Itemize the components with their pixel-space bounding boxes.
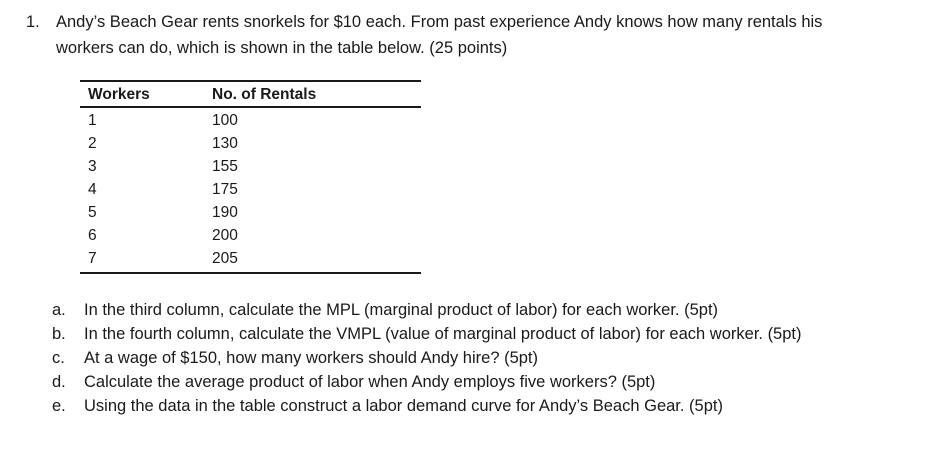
table-bottom-rule (80, 272, 421, 274)
table-cell-workers: 1 (88, 112, 97, 129)
table-cell-rentals: 190 (212, 204, 238, 221)
table-cell-workers: 4 (88, 181, 97, 198)
task-text-a: In the third column, calculate the MPL (marginal product of labor) for each worker. (5pt) (84, 301, 719, 319)
table-cell-workers: 6 (88, 227, 97, 244)
task-letter-b: b. (52, 325, 66, 343)
table-cell-rentals: 205 (212, 250, 238, 267)
task-text-e: Using the data in the table construct a labor demand curve for Andy’s Beach Gear. (5pt) (84, 397, 723, 415)
table-cell-rentals: 175 (212, 181, 238, 198)
table-cell-workers: 7 (88, 250, 97, 267)
task-letter-a: a. (52, 301, 66, 319)
task-letter-d: d. (52, 373, 66, 391)
header-workers: Workers (88, 86, 150, 103)
task-text-d: Calculate the average product of labor when Andy employs five workers? (5pt) (84, 373, 656, 391)
table-cell-workers: 2 (88, 135, 97, 152)
task-text-b: In the fourth column, calculate the VMPL (value of marginal product of labor) for each worker. (5pt) (84, 325, 802, 343)
table-cell-workers: 5 (88, 204, 97, 221)
table-cell-rentals: 200 (212, 227, 238, 244)
header-rentals: No. of Rentals (212, 86, 317, 103)
question-text-line-1: Andy’s Beach Gear rents snorkels for $10 each. From past experience Andy knows how many rentals his (56, 13, 823, 31)
table-top-rule (80, 80, 421, 82)
table-header-rule (80, 106, 421, 108)
table-cell-rentals: 130 (212, 135, 238, 152)
table-cell-rentals: 100 (212, 112, 238, 129)
task-text-c: At a wage of $150, how many workers should Andy hire? (5pt) (84, 349, 538, 367)
question-number: 1. (26, 13, 40, 31)
table-cell-rentals: 155 (212, 158, 238, 175)
question-text-line-2: workers can do, which is shown in the table below. (25 points) (56, 39, 508, 57)
task-letter-c: c. (52, 349, 65, 367)
task-letter-e: e. (52, 397, 66, 415)
table-cell-workers: 3 (88, 158, 97, 175)
